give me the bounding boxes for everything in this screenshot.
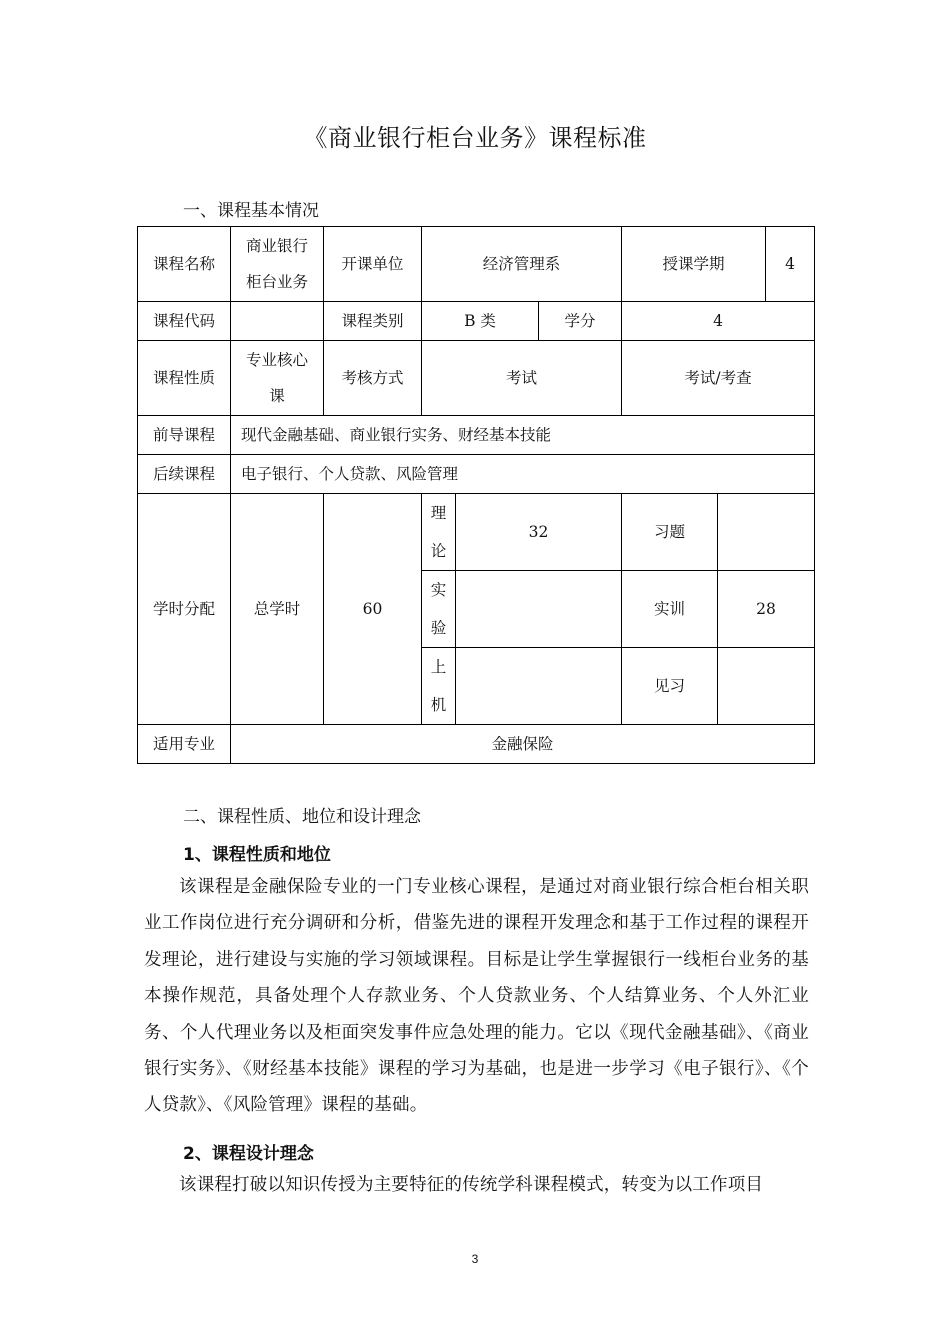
table-row xyxy=(138,455,815,494)
subsection-heading-2: 2、课程设计理念 xyxy=(183,1144,314,1164)
cell-value xyxy=(718,648,815,725)
cell-label: 开课单位 xyxy=(324,227,422,302)
cell-label: 考核方式 xyxy=(324,341,422,416)
section-heading-1: 一、课程基本情况 xyxy=(183,201,319,221)
cell-value: 32 xyxy=(456,494,622,571)
cell-label: 实训 xyxy=(622,571,718,648)
subsection-heading-1: 1、课程性质和地位 xyxy=(183,845,331,865)
cell-value: 金融保险 xyxy=(231,725,815,764)
cell-label: 上机 xyxy=(422,648,456,725)
cell-label: 理论 xyxy=(422,494,456,571)
cell-value: 专业核心课 xyxy=(231,341,324,416)
cell-value: 商业银行柜台业务 xyxy=(231,227,324,302)
cell-label: 学分 xyxy=(539,302,622,341)
cell-value: B 类 xyxy=(422,302,539,341)
table-row xyxy=(138,725,815,764)
cell-value xyxy=(718,494,815,571)
cell-label: 课程代码 xyxy=(138,302,231,341)
cell-value: 考试/考查 xyxy=(622,341,815,416)
course-info-table xyxy=(137,226,815,764)
cell-value: 28 xyxy=(718,571,815,648)
cell-label: 适用专业 xyxy=(138,725,231,764)
cell-label: 见习 xyxy=(622,648,718,725)
cell-value: 考试 xyxy=(422,341,622,416)
cell-label: 前导课程 xyxy=(138,416,231,455)
cell-label: 课程性质 xyxy=(138,341,231,416)
cell-label: 授课学期 xyxy=(622,227,766,302)
table-row xyxy=(138,302,815,341)
cell-value: 现代金融基础、商业银行实务、财经基本技能 xyxy=(231,416,815,455)
cell-value: 60 xyxy=(324,494,422,725)
table-row xyxy=(138,227,815,302)
cell-value xyxy=(456,571,622,648)
cell-label: 习题 xyxy=(622,494,718,571)
page-number: 3 xyxy=(471,1252,479,1266)
cell-label: 总学时 xyxy=(231,494,324,725)
table-row xyxy=(138,494,815,571)
cell-label: 后续课程 xyxy=(138,455,231,494)
cell-label: 实验 xyxy=(422,571,456,648)
cell-value: 电子银行、个人贷款、风险管理 xyxy=(231,455,815,494)
body-paragraph-1: 该课程是金融保险专业的一门专业核心课程，是通过对商业银行综合柜台相关职业工作岗位进行充分调研和分析，借鉴先进的课程开发理念和基于工作过程的课程开发理论，进行建设与实施的学习领域课程。目标是让学生掌握银行一线柜台业务的基本操作规范，具备处理个人存款业务、个人贷款业务、个人结算业务、个人外汇业务、个人代理业务以及柜面突发事件应急处理的能力。它以《现代金融基础》、《商业银行实务》、《财经基本技能》课程的学习为基础，也是进一步学习《电子银行》、《个人贷款》、《风险管理》课程的基础。 xyxy=(144,877,809,1116)
cell-label: 学时分配 xyxy=(138,494,231,725)
page-title: 《商业银行柜台业务》课程标准 xyxy=(303,124,647,152)
cell-value xyxy=(231,302,324,341)
cell-value: 经济管理系 xyxy=(422,227,622,302)
cell-value: 4 xyxy=(622,302,815,341)
cell-value xyxy=(456,648,622,725)
cell-label: 课程类别 xyxy=(324,302,422,341)
section-heading-2: 二、课程性质、地位和设计理念 xyxy=(183,807,421,827)
body-paragraph-2: 该课程打破以知识传授为主要特征的传统学科课程模式，转变为以工作项目 xyxy=(179,1175,764,1195)
cell-value: 4 xyxy=(766,227,815,302)
table-row xyxy=(138,416,815,455)
table-row xyxy=(138,341,815,416)
cell-label: 课程名称 xyxy=(138,227,231,302)
